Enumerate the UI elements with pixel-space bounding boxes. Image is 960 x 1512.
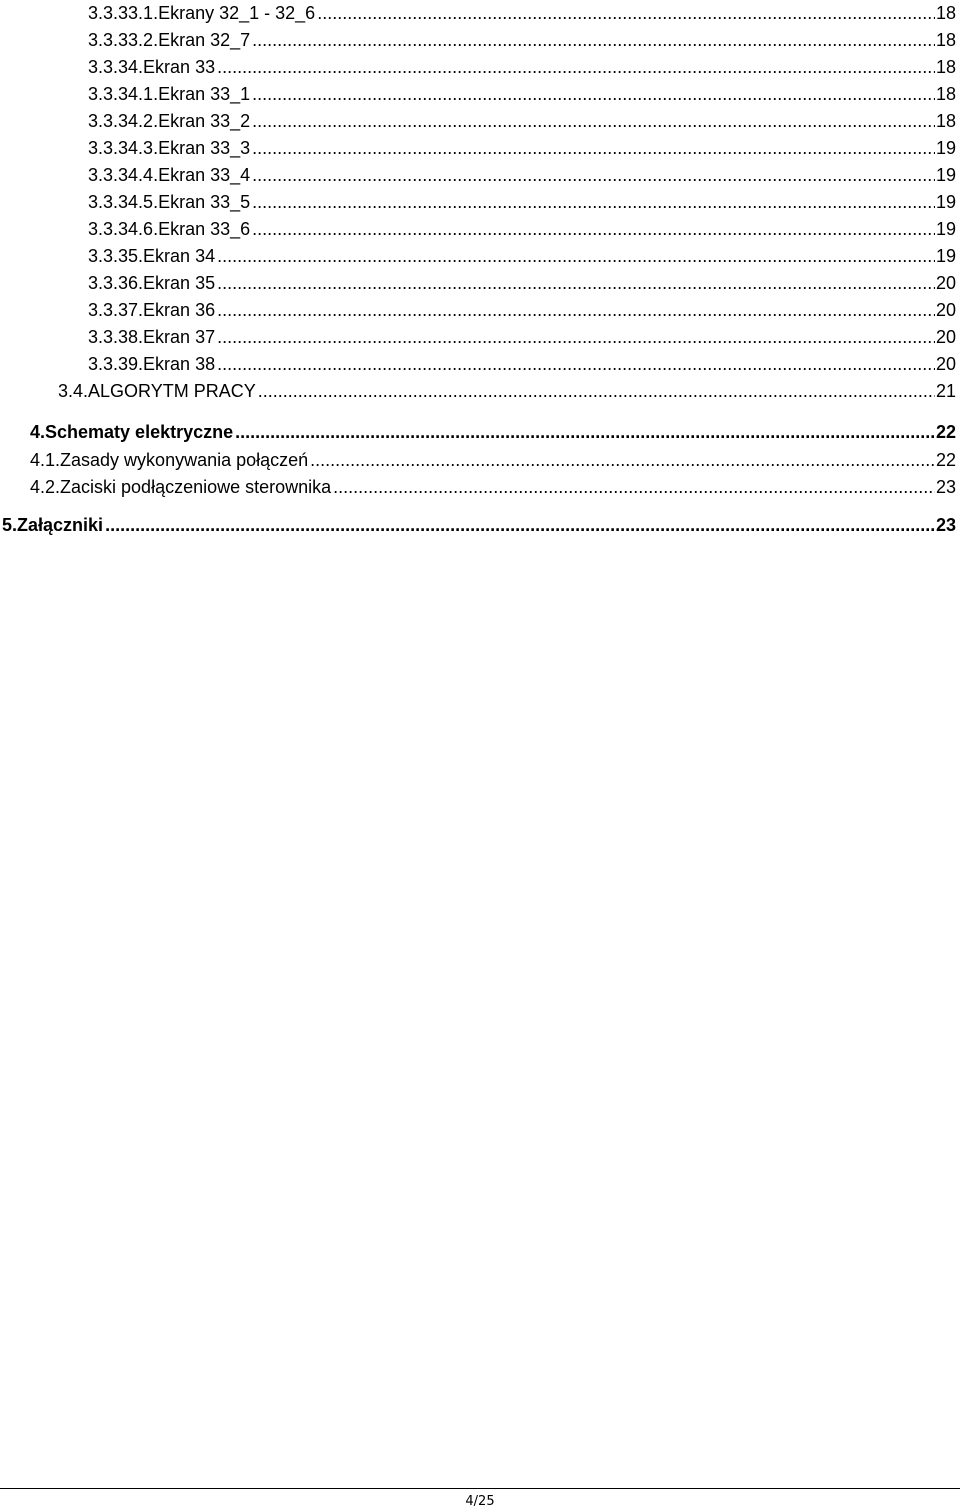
toc-entry-title: Ekran 33_1 [158, 84, 251, 104]
toc-dot-leader [317, 0, 935, 27]
toc-entry-title: Ekran 37 [143, 327, 216, 347]
toc-entry-number: 4. [30, 422, 46, 442]
toc-entry-number: 3.3.39. [88, 354, 144, 374]
toc-entry-page: 18 [935, 3, 956, 23]
toc-entry-title: Ekran 33_6 [158, 219, 251, 239]
toc-entry-page: 23 [935, 515, 956, 535]
page-counter: 4/25 [465, 1494, 495, 1509]
toc-entry-title: Ekran 38 [143, 354, 216, 374]
toc-entry-number: 3.3.34.1 [88, 84, 154, 104]
toc-entry-number: 4.2. [30, 477, 61, 497]
toc-dot-leader [252, 108, 935, 135]
toc-entry-separator: . [153, 165, 159, 185]
toc-entry-number: 3.3.36. [88, 273, 144, 293]
toc-entry-title: ALGORYTM PRACY [88, 381, 256, 401]
toc-entry-number: 3.3.34.6 [88, 219, 154, 239]
toc-entry-number: 3.3.34.5 [88, 192, 154, 212]
toc-entry-number: 3.3.34.3 [88, 138, 154, 158]
toc-entry-separator: . [153, 30, 159, 50]
toc-entry-3-3-37[interactable] [88, 297, 956, 324]
toc-dot-leader [235, 419, 935, 446]
toc-entry-page: 20 [935, 327, 956, 347]
toc-entry-4[interactable] [30, 419, 956, 446]
toc-entry-3-3-36[interactable] [88, 270, 956, 297]
toc-entry-page: 19 [935, 219, 956, 239]
toc-dot-leader [105, 512, 935, 539]
toc-entry-number: 3.3.33.1 [88, 3, 154, 23]
toc-entry-separator: . [153, 192, 159, 212]
toc-entry-3-4[interactable] [58, 378, 956, 405]
toc-dot-leader [217, 270, 935, 297]
toc-entry-title: Ekran 33_3 [158, 138, 251, 158]
toc-entry-number: 3.4. [58, 381, 89, 401]
toc-entry-3-3-34-4[interactable] [88, 162, 956, 189]
toc-entry-number: 3.3.37. [88, 300, 144, 320]
toc-entry-title: Ekran 33_4 [158, 165, 251, 185]
toc-entry-page: 20 [935, 273, 956, 293]
toc-entry-number: 3.3.34.4 [88, 165, 154, 185]
toc-entry-number: 4.1. [30, 450, 61, 470]
toc-entry-page: 22 [935, 450, 956, 470]
toc-entry-separator: . [153, 219, 159, 239]
toc-entry-number: 3.3.34.2 [88, 111, 154, 131]
toc-entry-title: Ekrany 32_1 - 32_6 [158, 3, 316, 23]
toc-entry-3-3-34-6[interactable] [88, 216, 956, 243]
toc-entry-page: 18 [935, 30, 956, 50]
toc-dot-leader [310, 447, 935, 474]
toc-entry-number: 5. [2, 515, 18, 535]
toc-entry-page: 19 [935, 192, 956, 212]
toc-dot-leader [217, 324, 935, 351]
toc-entry-number: 3.3.33.2 [88, 30, 154, 50]
toc-entry-page: 20 [935, 300, 956, 320]
toc-entry-page: 18 [935, 57, 956, 77]
toc-entry-title: Zaciski podłączeniowe sterownika [60, 477, 332, 497]
toc-entry-title: Ekran 36 [143, 300, 216, 320]
toc-dot-leader [217, 243, 935, 270]
toc-dot-leader [252, 27, 935, 54]
toc-entry-3-3-39[interactable] [88, 351, 956, 378]
toc-dot-leader [217, 297, 935, 324]
toc-dot-leader [217, 54, 935, 81]
toc-entry-page: 19 [935, 246, 956, 266]
toc-entry-page: 18 [935, 111, 956, 131]
toc-entry-page: 18 [935, 84, 956, 104]
toc-entry-page: 22 [935, 422, 956, 442]
toc-entry-3-3-33-1[interactable] [88, 0, 956, 27]
toc-entry-3-3-34-3[interactable] [88, 135, 956, 162]
toc-entry-4-2[interactable] [30, 474, 956, 501]
toc-dot-leader [252, 216, 935, 243]
toc-dot-leader [252, 162, 935, 189]
toc-entry-page: 20 [935, 354, 956, 374]
toc-entry-separator: . [153, 111, 159, 131]
toc-entry-5[interactable] [2, 512, 956, 539]
toc-entry-title: Załączniki [17, 515, 104, 535]
toc-entry-3-3-38[interactable] [88, 324, 956, 351]
toc-entry-3-3-33-2[interactable] [88, 27, 956, 54]
toc-entry-title: Ekran 33_2 [158, 111, 251, 131]
toc-entry-title: Ekran 33_5 [158, 192, 251, 212]
toc-entry-title: Zasady wykonywania połączeń [60, 450, 309, 470]
toc-entry-page: 21 [935, 381, 956, 401]
toc-dot-leader [217, 351, 935, 378]
toc-entry-3-3-35[interactable] [88, 243, 956, 270]
toc-entry-4-1[interactable] [30, 447, 956, 474]
toc-entry-separator: . [153, 84, 159, 104]
toc-entry-page: 19 [935, 165, 956, 185]
footer-divider [0, 1488, 960, 1489]
toc-entry-separator: . [153, 3, 159, 23]
toc-entry-3-3-34-5[interactable] [88, 189, 956, 216]
toc-entry-separator: . [153, 138, 159, 158]
toc-dot-leader [252, 189, 935, 216]
toc-entry-title: Ekran 34 [143, 246, 216, 266]
toc-entry-number: 3.3.35. [88, 246, 144, 266]
toc-dot-leader [258, 378, 935, 405]
toc-entry-number: 3.3.34. [88, 57, 144, 77]
toc-entry-page: 23 [935, 477, 956, 497]
toc-entry-3-3-34-1[interactable] [88, 81, 956, 108]
toc-entry-title: Schematy elektryczne [45, 422, 234, 442]
toc-dot-leader [333, 474, 935, 501]
toc-dot-leader [252, 81, 935, 108]
toc-entry-number: 3.3.38. [88, 327, 144, 347]
toc-entry-page: 19 [935, 138, 956, 158]
toc-entry-3-3-34[interactable] [88, 54, 956, 81]
toc-entry-title: Ekran 33 [143, 57, 216, 77]
toc-dot-leader [252, 135, 935, 162]
toc-entry-title: Ekran 35 [143, 273, 216, 293]
toc-entry-title: Ekran 32_7 [158, 30, 251, 50]
toc-entry-3-3-34-2[interactable] [88, 108, 956, 135]
